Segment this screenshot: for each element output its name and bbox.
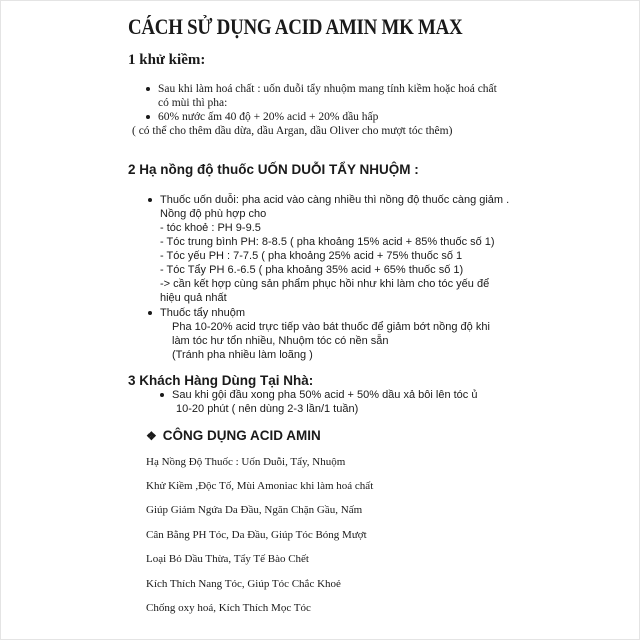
bleach-instruction-line-1: Pha 10-20% acid trực tiếp vào bát thuốc để giảm bớt nồng độ khi <box>172 321 490 333</box>
diamond-bullet-icon: ❖ <box>146 429 157 443</box>
ph-list-item-weak: - Tóc yếu PH : 7-7.5 ( pha khoảng 25% acid + 75% thuốc số 1 <box>160 250 463 262</box>
uses-heading-row <box>146 428 321 443</box>
uses-list-item: Khử Kiềm ,Độc Tố, Mùi Amoniac khi làm hoá chất <box>146 480 374 492</box>
uses-heading: CÔNG DỤNG ACID AMIN <box>162 428 321 443</box>
ph-list-note-line-2: hiệu quả nhất <box>160 292 227 304</box>
ph-list-item-healthy: - tóc khoẻ : PH 9-9.5 <box>160 222 261 234</box>
section-2-bullet-1-line-1: Thuốc uốn duỗi: pha acid vào càng nhiều thì nồng độ thuốc càng giảm . <box>160 194 510 206</box>
ph-list-item-medium: - Tóc trung bình PH: 8-8.5 ( pha khoảng 15% acid + 85% thuốc số 1) <box>160 236 495 248</box>
uses-list-item: Giúp Giảm Ngứa Da Đầu, Ngăn Chặn Gầu, Nấm <box>146 504 363 516</box>
section-3-bullet-line-1: Sau khi gội đầu xong pha 50% acid + 50% dầu xả bôi lên tóc ủ <box>172 389 478 401</box>
page-title: CÁCH SỬ DỤNG ACID AMIN MK MAX <box>128 14 463 39</box>
section-1-bullet-line-1: Sau khi làm hoá chất : uốn duỗi tẩy nhuộm mang tính kiềm hoặc hoá chất <box>158 83 497 95</box>
section-1-bullet-line-2: có mùi thì pha: <box>158 97 228 109</box>
section-1-bullet-2: 60% nước ấm 40 độ + 20% acid + 20% dầu hấp <box>158 111 379 123</box>
uses-list-item: Cân Bằng PH Tóc, Da Đầu, Giúp Tóc Bóng Mượt <box>146 529 367 541</box>
uses-list-item: Hạ Nồng Độ Thuốc : Uốn Duỗi, Tẩy, Nhuộm <box>146 456 346 468</box>
section-2-bullet-2: Thuốc tẩy nhuộm <box>160 307 245 319</box>
section-2-heading: 2 Hạ nồng độ thuốc UỐN DUỖI TẨY NHUỘM : <box>128 162 419 177</box>
uses-list-item: Loại Bỏ Dầu Thừa, Tẩy Tế Bào Chết <box>146 553 309 565</box>
bleach-instruction-line-2: làm tóc hư tổn nhiều, Nhuộm tóc có nền sẵn <box>172 335 389 347</box>
uses-list-item: Chống oxy hoá, Kích Thích Mọc Tóc <box>146 602 311 614</box>
bleach-instruction-line-3: (Tránh pha nhiều làm loãng ) <box>172 349 313 361</box>
uses-list-item: Kích Thích Nang Tóc, Giúp Tóc Chắc Khoẻ <box>146 578 341 590</box>
section-3-heading: 3 Khách Hàng Dùng Tại Nhà: <box>128 373 314 388</box>
section-1-note: ( có thể cho thêm dầu dừa, dầu Argan, dầu Oliver cho mượt tóc thêm) <box>132 125 453 137</box>
section-1-heading: 1 khử kiềm: <box>128 52 206 68</box>
section-2-bullet-1-line-2: Nồng độ phù hợp cho <box>160 208 267 220</box>
ph-list-note-line-1: -> cần kết hợp cùng sản phẩm phục hồi như khi làm cho tóc yếu để <box>160 278 490 290</box>
section-3-bullet-line-2: 10-20 phút ( nên dùng 2-3 lần/1 tuần) <box>176 403 359 415</box>
ph-list-item-bleached: - Tóc Tẩy PH 6.-6.5 ( pha khoảng 35% acid + 65% thuốc số 1) <box>160 264 464 276</box>
